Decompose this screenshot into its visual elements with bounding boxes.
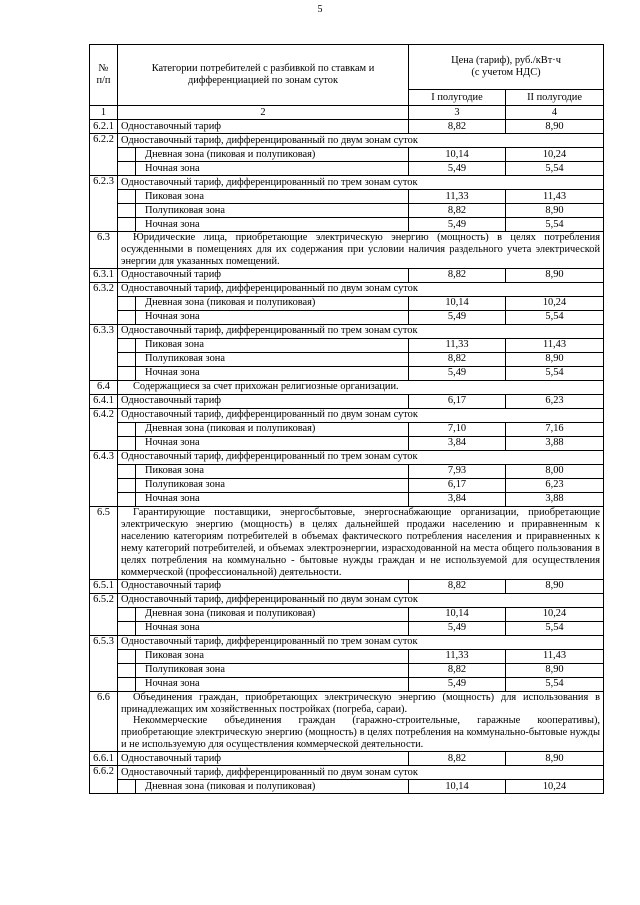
value-h1: 10,14 xyxy=(409,296,506,310)
value-h2: 8,90 xyxy=(506,204,604,218)
section-number: 6.4 xyxy=(90,380,118,394)
value-h2: 11,43 xyxy=(506,190,604,204)
row-label: Одноставочный тариф, дифференцированный по трем зонам суток xyxy=(118,635,604,649)
value-h1: 5,49 xyxy=(409,218,506,232)
value-h2: 7,16 xyxy=(506,422,604,436)
value-h1: 8,82 xyxy=(409,579,506,593)
row-number: 6.4.2 xyxy=(90,408,118,450)
row-label: Одноставочный тариф xyxy=(118,394,409,408)
value-h1: 5,49 xyxy=(409,162,506,176)
index-cell: 3 xyxy=(409,106,506,120)
value-h1: 10,14 xyxy=(409,607,506,621)
section-description: Содержащиеся за счет прихожан религиозные организации. xyxy=(118,380,604,394)
row-label: Пиковая зона xyxy=(136,190,409,204)
row-label: Дневная зона (пиковая и полупиковая) xyxy=(136,422,409,436)
row-number: 6.5.2 xyxy=(90,593,118,635)
value-h1: 8,82 xyxy=(409,352,506,366)
row-label: Ночная зона xyxy=(136,677,409,691)
value-h1: 8,82 xyxy=(409,120,506,134)
value-h2: 8,90 xyxy=(506,352,604,366)
row-label: Ночная зона xyxy=(136,621,409,635)
row-number: 6.2.3 xyxy=(90,176,118,232)
section-description: Объединения граждан, приобретающих электрическую энергию (мощность) для использования в принадлежащих им хозяйственных постройках (погреба, сараи). Некоммерческие объединения граждан (гаражно-строительные, гаражные кооперативы), приобретающие электрическую энергию (мощность) в целях потребления на коммунально-бытовые нужды и не используемую для осуществления коммерческой деятельности. xyxy=(118,691,604,752)
row-label: Одноставочный тариф, дифференцированный по трем зонам суток xyxy=(118,176,604,190)
value-h2: 8,90 xyxy=(506,268,604,282)
value-h1: 11,33 xyxy=(409,190,506,204)
value-h1: 10,14 xyxy=(409,780,506,794)
row-label: Полупиковая зона xyxy=(136,352,409,366)
value-h1: 6,17 xyxy=(409,394,506,408)
value-h1: 7,10 xyxy=(409,422,506,436)
value-h1: 5,49 xyxy=(409,310,506,324)
value-h1: 8,82 xyxy=(409,268,506,282)
index-cell: 1 xyxy=(90,106,118,120)
header-h2: II полугодие xyxy=(506,90,604,106)
value-h2: 5,54 xyxy=(506,162,604,176)
value-h1: 5,49 xyxy=(409,621,506,635)
row-label: Одноставочный тариф, дифференцированный по трем зонам суток xyxy=(118,324,604,338)
value-h2: 8,90 xyxy=(506,579,604,593)
row-number: 6.3.2 xyxy=(90,282,118,324)
section-number: 6.6 xyxy=(90,691,118,752)
row-label: Одноставочный тариф, дифференцированный по двум зонам суток xyxy=(118,282,604,296)
row-number: 6.4.3 xyxy=(90,450,118,506)
value-h2: 8,00 xyxy=(506,464,604,478)
row-label: Дневная зона (пиковая и полупиковая) xyxy=(136,296,409,310)
value-h2: 11,43 xyxy=(506,338,604,352)
row-label: Пиковая зона xyxy=(136,464,409,478)
row-label: Пиковая зона xyxy=(136,649,409,663)
value-h2: 10,24 xyxy=(506,296,604,310)
row-label: Одноставочный тариф xyxy=(118,752,409,766)
value-h2: 10,24 xyxy=(506,607,604,621)
row-label: Ночная зона xyxy=(136,436,409,450)
row-label: Одноставочный тариф, дифференцированный по двум зонам суток xyxy=(118,134,604,148)
page-number: 5 xyxy=(317,4,323,15)
section-description: Юридические лица, приобретающие электрическую энергию (мощность) в целях потребления осужденными в помещениях для их содержания при условии наличия раздельного учета электрической энергии для указанных помещений. xyxy=(118,232,604,269)
value-h2: 8,90 xyxy=(506,120,604,134)
value-h2: 5,54 xyxy=(506,310,604,324)
value-h2: 5,54 xyxy=(506,366,604,380)
value-h1: 8,82 xyxy=(409,663,506,677)
section-number: 6.3 xyxy=(90,232,118,269)
row-label: Одноставочный тариф xyxy=(118,120,409,134)
section-description: Гарантирующие поставщики, энергосбытовые, энергоснабжающие организации, приобретающие электрическую энергию (мощность) в целях дальнейшей продажи населению и приравненным к населению категориям потребителей в объемах фактического потребления населения и приравненных к нему категорий потребителей, и объемах электроэнергии, израсходованной на места общего пользования в целях потребления на коммунально - бытовые нужды граждан и не используемой для осуществления коммерческой (профессиональной) деятельности. xyxy=(118,506,604,579)
value-h1: 5,49 xyxy=(409,677,506,691)
row-label: Ночная зона xyxy=(136,162,409,176)
tariff-table xyxy=(89,44,604,794)
value-h2: 8,90 xyxy=(506,752,604,766)
value-h1: 5,49 xyxy=(409,366,506,380)
row-label: Полупиковая зона xyxy=(136,663,409,677)
row-number: 6.6.2 xyxy=(90,766,118,794)
value-h1: 8,82 xyxy=(409,752,506,766)
row-label: Дневная зона (пиковая и полупиковая) xyxy=(136,780,409,794)
row-label: Одноставочный тариф xyxy=(118,579,409,593)
header-number: № п/п xyxy=(90,45,118,106)
row-label: Одноставочный тариф, дифференцированный по двум зонам суток xyxy=(118,593,604,607)
value-h2: 10,24 xyxy=(506,780,604,794)
row-number: 6.2.2 xyxy=(90,134,118,176)
section-number: 6.5 xyxy=(90,506,118,579)
row-number: 6.4.1 xyxy=(90,394,118,408)
value-h2: 11,43 xyxy=(506,649,604,663)
value-h1: 8,82 xyxy=(409,204,506,218)
value-h2: 6,23 xyxy=(506,478,604,492)
row-number: 6.6.1 xyxy=(90,752,118,766)
row-label: Ночная зона xyxy=(136,366,409,380)
index-cell: 4 xyxy=(506,106,604,120)
value-h2: 10,24 xyxy=(506,148,604,162)
row-label: Одноставочный тариф, дифференцированный по трем зонам суток xyxy=(118,450,604,464)
value-h1: 11,33 xyxy=(409,338,506,352)
row-label: Одноставочный тариф xyxy=(118,268,409,282)
value-h1: 10,14 xyxy=(409,148,506,162)
row-number: 6.3.3 xyxy=(90,324,118,380)
row-label: Полупиковая зона xyxy=(136,204,409,218)
row-label: Полупиковая зона xyxy=(136,478,409,492)
value-h2: 6,23 xyxy=(506,394,604,408)
value-h2: 5,54 xyxy=(506,218,604,232)
value-h1: 3,84 xyxy=(409,492,506,506)
value-h1: 11,33 xyxy=(409,649,506,663)
header-price: Цена (тариф), руб./кВт·ч (с учетом НДС) xyxy=(409,45,604,90)
row-label: Дневная зона (пиковая и полупиковая) xyxy=(136,148,409,162)
row-label: Пиковая зона xyxy=(136,338,409,352)
value-h1: 7,93 xyxy=(409,464,506,478)
header-category: Категории потребителей с разбивкой по ставкам и дифференциацией по зонам суток xyxy=(118,45,409,106)
row-label: Ночная зона xyxy=(136,218,409,232)
row-number: 6.3.1 xyxy=(90,268,118,282)
row-number: 6.5.3 xyxy=(90,635,118,691)
value-h2: 5,54 xyxy=(506,677,604,691)
row-label: Дневная зона (пиковая и полупиковая) xyxy=(136,607,409,621)
value-h1: 3,84 xyxy=(409,436,506,450)
value-h2: 3,88 xyxy=(506,492,604,506)
index-cell: 2 xyxy=(118,106,409,120)
value-h2: 5,54 xyxy=(506,621,604,635)
row-label: Ночная зона xyxy=(136,492,409,506)
header-h1: I полугодие xyxy=(409,90,506,106)
value-h2: 3,88 xyxy=(506,436,604,450)
value-h2: 8,90 xyxy=(506,663,604,677)
row-number: 6.5.1 xyxy=(90,579,118,593)
row-number: 6.2.1 xyxy=(90,120,118,134)
value-h1: 6,17 xyxy=(409,478,506,492)
row-label: Одноставочный тариф, дифференцированный по двум зонам суток xyxy=(118,408,604,422)
row-label: Одноставочный тариф, дифференцированный по двум зонам суток xyxy=(118,766,604,780)
row-label: Ночная зона xyxy=(136,310,409,324)
